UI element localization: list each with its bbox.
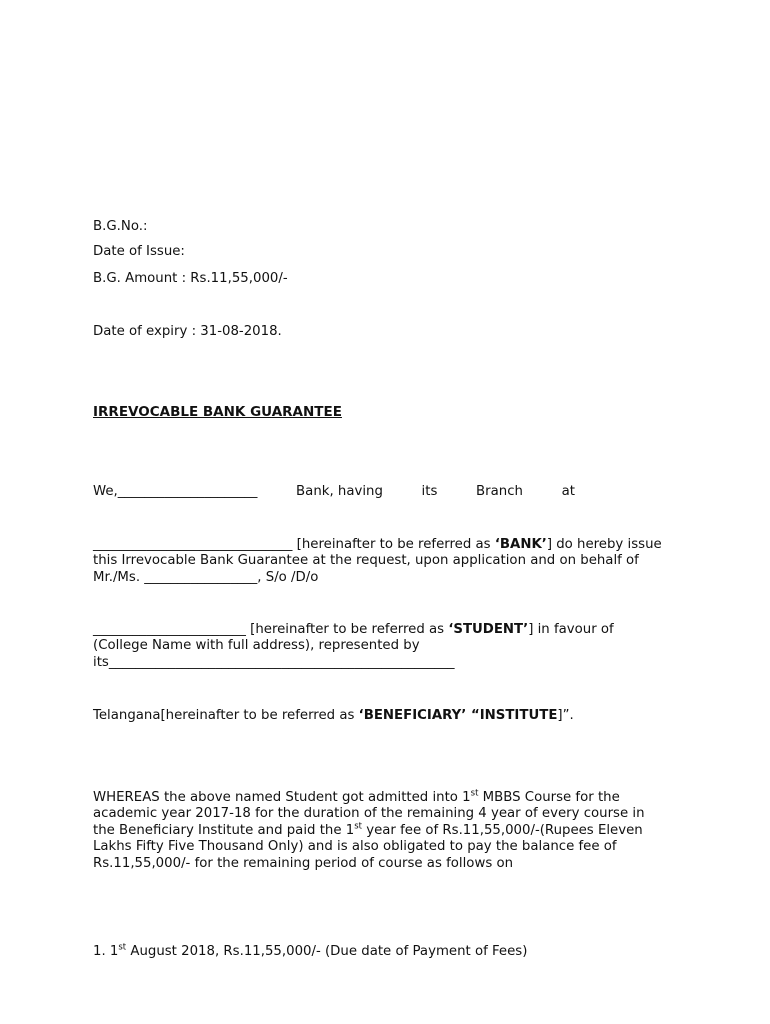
bg-amount-label: B.G. Amount : Rs.11,55,000/- bbox=[93, 271, 288, 286]
whereas-paragraph: WHEREAS the above named Student got admitted into 1st MBBS Course for the academic year 2017-18 for the duration of the remaining 4 year of every course in the Beneficiary Institute and paid the 1st year fee of Rs.11,55,000/-(Rupees Eleven Lakhs Fifty Five Thousand Only) and is also obligated to pay the balance fee of Rs.11,55,000/- for the remaining period of course as follows on bbox=[93, 788, 645, 871]
bg-number-label: B.G.No.: bbox=[93, 219, 148, 234]
we-blank: We,_____________________ bbox=[93, 484, 258, 499]
beneficiary-paragraph: Telangana[hereinafter to be referred as ‘BENEFICIARY’ “INSTITUTE]”. bbox=[93, 708, 574, 723]
date-of-expiry-label: Date of expiry : 31-08-2018. bbox=[93, 324, 282, 339]
branch-text: Branch bbox=[476, 484, 523, 499]
date-of-issue-label: Date of Issue: bbox=[93, 244, 185, 259]
we-bank-line bbox=[93, 484, 575, 499]
bank-having-text: Bank, having bbox=[296, 484, 383, 499]
student-term: ‘STUDENT’ bbox=[448, 622, 529, 637]
bank-term: ‘BANK’ bbox=[494, 537, 547, 552]
student-paragraph: _______________________ [hereinafter to be referred as ‘STUDENT’] in favour of (College Name with full address), represented by its____________________________________________________ bbox=[93, 622, 614, 670]
payment-list-item-1: 1. 1st August 2018, Rs.11,55,000/- (Due date of Payment of Fees) bbox=[93, 942, 528, 959]
bank-paragraph: ______________________________ [hereinafter to be referred as ‘BANK’] do hereby issue this Irrevocable Bank Guarantee at the request, upon application and on behalf of Mr./Ms. _________________, S/o /D/o bbox=[93, 537, 662, 585]
at-text: at bbox=[561, 484, 575, 499]
beneficiary-term: ‘BENEFICIARY’ “INSTITUTE bbox=[358, 708, 558, 723]
bank-blank: ______________________________ bbox=[93, 537, 293, 552]
its-text: its bbox=[421, 484, 438, 499]
document-title: IRREVOCABLE BANK GUARANTEE bbox=[93, 404, 342, 420]
student-blank: _______________________ bbox=[93, 622, 246, 637]
